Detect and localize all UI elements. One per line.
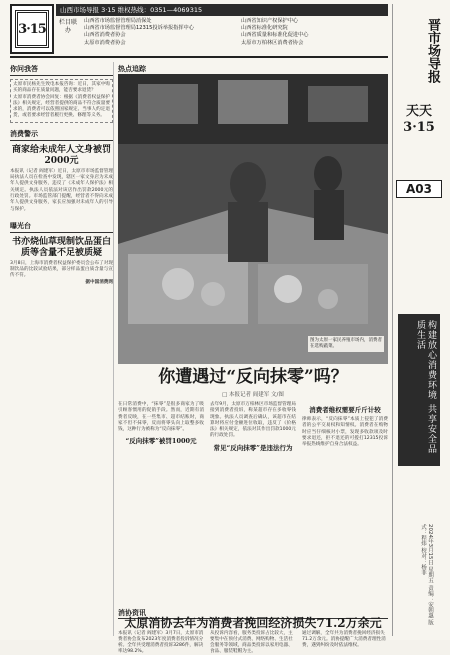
unit: 太原市消费者协会 (84, 39, 126, 46)
unit: 山西省质量和标准化促进中心 (241, 32, 309, 39)
logo-315-mark: 3·15 (15, 10, 49, 48)
market-photo-graphic (118, 74, 388, 364)
exposure-source: 据中国消费网 (85, 279, 113, 285)
article-subhead: 消费者维权需要斤斤计较 (309, 406, 381, 414)
section-label-hot: 热点追踪 (118, 62, 388, 76)
bottom-article (118, 631, 388, 655)
market-photo (118, 74, 388, 364)
section-label-consumer-assoc: 消协资讯 (118, 608, 388, 619)
unit: 山西省知识产权保护中心 (241, 18, 299, 24)
article-subhead: 常见“反向抹零”是违法行为 (213, 443, 293, 452)
edition-info: 2024年3月15日 星期五 责编：安朝惠 版式：程炜 校对：杨菲 (420, 524, 433, 626)
unit: 山西省市场监督管理局12315投诉举报指挥中心 (84, 25, 194, 32)
section-label-exposure: 曝光台 (10, 219, 113, 233)
photo-caption: 图为太原一家民养殖市场内，消费者在选购蔬菜。 (308, 336, 384, 352)
slogan: 构建放心消费环境 共享安全品质生活 (398, 314, 440, 466)
article-columns (118, 402, 388, 606)
article-col-2 (210, 402, 296, 606)
article-col-3 (302, 402, 388, 606)
section-label-qa: 你问我答 (10, 62, 113, 76)
warning-text: 本报讯（记者 阎建军）近日，太原市市场监督管理局执法人员在检查中发现，辖区一家文身店为未成年人提供文身服务，违反了《未成年人保护法》相关规定。执法人员依法对该店作出罚款2000元的行政处罚。市场监管部门提醒，经营者不得向未成年人提供文身服务，家长应加强对未成年人的引导与保护。 (10, 168, 113, 212)
paper-title: 晋市场导报 (425, 17, 440, 83)
column-tag: 栏目联办 (58, 19, 77, 34)
section-label-warning: 消费警示 (10, 127, 113, 141)
article-col-1 (118, 402, 204, 606)
bottom-headline: 太原消协去年为消费者挽回经济损失71.2万余元 (124, 616, 382, 630)
top-strip: 山西市场导报 3·15 维权热线：0351—4069315 (56, 4, 388, 16)
exposure-headline: 书亦烧仙草现制饮品蛋白质等含量不足被质疑 (11, 236, 111, 258)
page-number: A03 (396, 180, 442, 198)
qa-answer: 太原市消费者协会回复：根据《消费者权益保护法》相关规定，经营者提供的商品不符合质量要求的，消费者可以依照国家规定、当事人约定退货，或者要求经营者履行更换、修理等义务。 (13, 94, 110, 119)
byline: □ 本报记者 阎建军 文/图 (222, 392, 284, 398)
unit: 太原市万柏林区消费者协会 (241, 39, 304, 46)
logo-315 (10, 4, 54, 54)
warning-headline: 商家给未成年人文身被罚2000元 (11, 144, 111, 166)
section-title: 天天3·15 (403, 104, 435, 135)
qa-box (10, 79, 113, 123)
unit: 山西省消费者协会 (84, 32, 126, 39)
unit: 山西省市场监督管理局消保处 (84, 18, 152, 24)
co-host-units (84, 18, 388, 47)
article-paragraph: 律师表示，“反向抹零”本质上侵犯了消费者的公平交易权和知情权。消费者在购物时应当仔细核对小票，发现多收款项及时要求退还，拒不退还的可拨打12315投诉举报热线维护自身合法权益。 (302, 417, 388, 448)
qa-question: 太原市民杨先生致电本报咨询：近日，其家中购买的商品存在质量问题，能否要求退货？ (13, 82, 110, 94)
main-area (118, 62, 388, 654)
bottom-paragraph: 从投诉内容看，服务类投诉占比较大，主要集中在预付式消费、网络购物、生活社会服务等领域，商品类投诉以家用电器、食品、服装鞋帽为主。 (210, 631, 293, 654)
bottom-paragraph: 本报讯（记者 阎建军）3月7日，太原市消费者协会发布2023年度消费者投诉情况分析。全年共受理消费者投诉3286件，解决率达98.2%。 (118, 631, 204, 654)
main-headline: 你遭遇过“反向抹零”吗？ (158, 367, 348, 387)
masthead (392, 4, 444, 636)
bottom-paragraph: 通过调解，全年共为消费者挽回经济损失71.2万余元。消协提醒广大消费者理性消费，遇到纠纷及时依法维权。 (302, 631, 386, 648)
article-paragraph: 在日常消费中，“抹零”是很多商家为了吸引顾客惯用的促销手段。然而，近期有消费者反映，在一些集市、超市结账时，商家不但不抹零，反而将零头向上取整多收钱，这种行为被称为“反向抹零”。 (118, 402, 204, 433)
exposure-text: 3月8日，上海市消费者权益保护委员会公布了对现制饮品的比较试验结果，部分样品蛋白质含量与宣传不符。 (10, 260, 113, 279)
top-banner (10, 4, 388, 58)
left-column (10, 62, 114, 636)
article-paragraph: 去年9月，太原市万柏林区市场监督管理局接到消费者投诉，称某超市存在多收零钱现象。执法人员调查后确认，该超市在结算时将应付金额进位收取，违反了《价格法》相关规定，依法对其作出罚款1000元的行政处罚。 (210, 402, 296, 439)
unit: 山西省标准化研究院 (241, 25, 288, 32)
article-subhead: “反向抹零”被罚1000元 (125, 437, 197, 446)
